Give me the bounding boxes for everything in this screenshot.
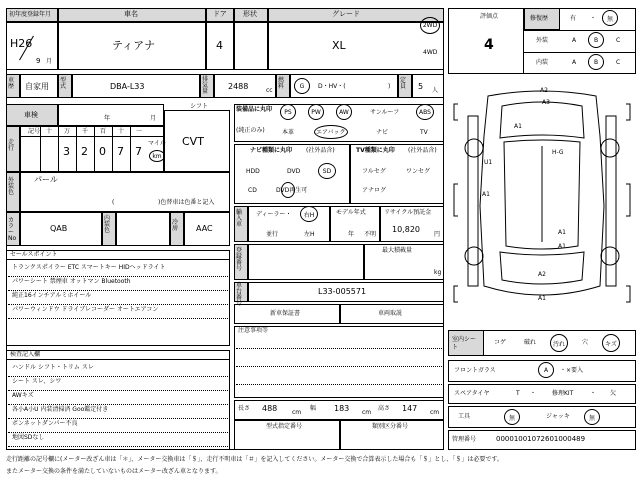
- import-label: 輸入車: [236, 209, 243, 228]
- mgmt-value: 0000100107260100048​9: [496, 435, 586, 443]
- digit-label: 一: [136, 128, 143, 135]
- recycle-unit: 円: [434, 231, 441, 238]
- tv-note: (社外品含): [408, 147, 437, 154]
- diagram-label-3: A1: [514, 123, 522, 130]
- int-grade-a: A: [572, 59, 577, 66]
- recycle-value: 10,820: [392, 225, 420, 234]
- height-label: 高さ: [378, 405, 391, 412]
- digit-label: 千: [82, 128, 89, 135]
- shaken-cell: [58, 104, 164, 126]
- repair-no: 無: [606, 15, 613, 23]
- equip-tv: TV: [420, 129, 428, 136]
- manual-label: 車両取説: [378, 310, 403, 317]
- length-unit: cm: [292, 409, 302, 416]
- tools-value: 無: [508, 414, 515, 422]
- ext-grade-b-circle: [588, 32, 604, 48]
- fuel-rest: D・HV・(: [318, 83, 346, 90]
- diagram-label-8: A2: [538, 271, 546, 278]
- drive-4wd: 4WD: [423, 49, 438, 56]
- ext-grade-c: C: [616, 37, 621, 44]
- navi-sd-label: SD: [322, 167, 332, 175]
- inspect-label: 検査記入欄: [10, 351, 41, 358]
- disp-label: 排気量: [202, 76, 209, 95]
- digit-label: 記号: [28, 128, 41, 135]
- interior-kizu-circle: [602, 334, 620, 352]
- jack-value: 無: [588, 414, 595, 422]
- inspect-rule: [8, 432, 228, 433]
- height-value: 147: [402, 404, 418, 413]
- model-year-unknown: 不明: [364, 231, 377, 238]
- equip-abs: [416, 104, 434, 120]
- digit-label: 十: [46, 128, 53, 135]
- sales-rule: [8, 290, 228, 291]
- diagram-label-4: U1: [484, 159, 493, 166]
- digit-label: 十: [118, 128, 125, 135]
- tools-label: 工具: [458, 413, 471, 420]
- coolant-value: AAC: [196, 224, 213, 233]
- steer-right: 右H: [303, 211, 315, 219]
- grade-label: グレード: [332, 10, 360, 18]
- fuel-label: 燃料: [278, 77, 285, 90]
- reg-year: H26: [10, 37, 33, 50]
- inspect-line-text: ハンドル シフト・トリム スレ: [12, 364, 94, 371]
- sales-line: [6, 259, 230, 260]
- equip-subtitle: (純正のみ): [236, 127, 265, 134]
- dist-cell: [20, 126, 164, 172]
- equip-ps: [280, 104, 296, 120]
- jack-label: ジャッキ: [546, 413, 570, 420]
- score-ext-label: 外装: [536, 37, 549, 44]
- digit-header-line: [20, 136, 164, 137]
- score-int-label: 内装: [536, 59, 549, 66]
- length-label: 長さ: [238, 405, 251, 412]
- car-name: ティアナ: [112, 39, 156, 52]
- diagram-label-10: H-G: [552, 149, 564, 156]
- navi-note: (社外品含): [306, 147, 335, 154]
- typecert-label: 型式指定番号: [266, 423, 303, 430]
- repair-label: 修復歴: [530, 15, 549, 22]
- glass-a: A: [543, 366, 549, 374]
- ext-label: 外装色: [8, 177, 15, 196]
- type-label: 型式: [60, 77, 67, 90]
- diagram-bracket-tr: [626, 104, 630, 120]
- shift-label: シフト: [190, 103, 209, 110]
- inspect-line-text: 各小A小U 内装清掃済 Goo鑑定付き: [12, 406, 109, 413]
- digit-divider: [58, 127, 59, 171]
- drive-2wd: 2WD: [422, 22, 438, 29]
- tools-value-circle: [504, 409, 520, 425]
- spare-label: スペアタイヤ: [454, 390, 490, 397]
- shape-cell: [234, 22, 268, 70]
- repair-dot: ・: [590, 15, 597, 22]
- digit-label: 万: [64, 128, 71, 135]
- shaken-year-unit: 年: [104, 115, 111, 122]
- cap-value: 5: [418, 82, 424, 91]
- shift-value: CVT: [182, 135, 204, 148]
- cap-label: 定員: [400, 77, 407, 90]
- score-label: 評価点: [480, 13, 499, 20]
- grade-cell: [268, 22, 444, 70]
- footer-line-2: またメーター交換の条件を満たしていないものはメーター改ざん車となります。: [6, 468, 222, 475]
- navi-cd: CD: [248, 187, 257, 194]
- tv-analog: アナログ: [362, 187, 387, 194]
- mileage-digit: 0: [99, 145, 106, 158]
- steer-left: 左H: [304, 231, 315, 238]
- reg-label: 初年度登録年月: [9, 11, 52, 18]
- digit-divider: [94, 127, 95, 171]
- sales-label: セールスポイント: [10, 251, 58, 258]
- navi-dvdplay-circle: [281, 182, 295, 198]
- model-year-label: モデル年式: [336, 209, 366, 216]
- jack-value-circle: [584, 409, 600, 425]
- coolant-label: 冷房: [172, 219, 179, 232]
- footer-line-1: 走行距離の記号欄に(メーター改ざん車は「＊」、メーター交換車は「＄」、走行不明車は「＃」を記入してください。メーター交換で合算表示した場合も「＄」とし、「＄」は必要です。: [6, 456, 503, 463]
- glass-label: フロントガラス: [454, 367, 496, 374]
- km-label: km: [152, 152, 162, 160]
- tv-oneseg: ワンセグ: [406, 168, 431, 175]
- regno-cell: [248, 244, 364, 280]
- digit-divider: [40, 127, 41, 171]
- equip-pw-label: PW: [311, 108, 321, 116]
- score-row-line-2: [524, 52, 636, 53]
- recycle-label: リサイクル預託金: [384, 209, 432, 216]
- length-value: 488: [262, 404, 278, 413]
- equip-airbag-circle: [314, 125, 348, 139]
- cap-unit: 人: [432, 87, 439, 94]
- mileage-digit: 7: [117, 145, 124, 158]
- color-note: )色替車は色番と記入: [158, 199, 215, 206]
- equip-aw: [336, 104, 352, 120]
- shaken-label: 車検: [24, 111, 38, 119]
- interior-kizu: キズ: [605, 340, 617, 348]
- colorno-value: QAB: [50, 224, 68, 233]
- import-dealer: ディーラー・: [256, 211, 292, 218]
- glass-a-circle: [538, 362, 554, 378]
- attention-line-2: [236, 366, 442, 367]
- mile-label: マイル: [148, 140, 166, 147]
- navi-hdd: HDD: [246, 168, 260, 175]
- int-cell: [116, 212, 170, 246]
- navi-sd: [318, 163, 336, 179]
- mgmt-label: 管理番号: [452, 436, 477, 443]
- reg-month-unit: 月: [46, 58, 53, 65]
- score-value: 4: [484, 37, 494, 53]
- diagram-bracket-tl: [454, 104, 458, 120]
- repair-no-circle: [602, 10, 618, 26]
- model-year-unit: 年: [348, 231, 355, 238]
- attention-line-3: [236, 384, 442, 385]
- fuel-close: ): [388, 83, 391, 90]
- int-grade-c: C: [616, 59, 621, 66]
- sales-rule: [8, 276, 228, 277]
- diagram-right-side: [606, 116, 616, 286]
- ext-grade-b: B: [593, 36, 599, 44]
- spare-missing: 欠: [610, 390, 617, 397]
- sales-rule: [8, 318, 228, 319]
- inspect-rule: [8, 404, 228, 405]
- equip-pw: [308, 104, 324, 120]
- diagram-label-7: A1: [558, 243, 566, 250]
- spare-t: T: [516, 390, 520, 397]
- mileage-digit: 7: [135, 145, 142, 158]
- sales-line-text: 純正16インチアルミホイール: [12, 292, 92, 299]
- diagram-label-9: A1: [538, 295, 546, 302]
- import-parallel: 並行: [266, 231, 279, 238]
- equip-sunroof: サンルーフ: [370, 109, 400, 116]
- inspect-line: [6, 359, 230, 360]
- interior-yabure: 破れ: [524, 339, 537, 346]
- regno-label: 登録番号: [236, 247, 243, 272]
- equip-title: 装備品に丸印: [236, 106, 273, 113]
- diagram-bracket-ml: [454, 184, 458, 216]
- maxload-unit: kg: [434, 269, 442, 276]
- diagram-bracket-bl: [454, 286, 458, 302]
- maxload-label: 最大積載量: [382, 247, 413, 254]
- diagram-bracket-mr: [626, 184, 630, 216]
- score-row-line-1: [524, 30, 636, 31]
- diagram-bracket-br: [626, 286, 630, 302]
- glass-rest: ・×要入: [560, 367, 584, 374]
- fuel-g: G: [299, 82, 305, 90]
- tv-fullseg: フルセグ: [362, 168, 386, 175]
- equip-aw-label: AW: [339, 108, 349, 116]
- disp-value: 2488: [228, 82, 249, 91]
- ext-grade-a: A: [572, 37, 577, 44]
- chassis-value: L33-005571: [318, 287, 367, 296]
- height-unit: cm: [430, 409, 440, 416]
- doors-label: ドア: [213, 10, 227, 18]
- sales-line-text: トランクスポイラー ETC スマートキー HIDヘッドライト: [12, 264, 166, 271]
- doors-value: 4: [216, 39, 223, 52]
- sales-line-text: パワーウィンドウ ドライブレコーダー オートエアコン: [12, 306, 159, 313]
- width-label: 幅: [310, 405, 317, 412]
- type-value: DBA-L33: [110, 82, 145, 91]
- shaken-month-unit: 月: [150, 115, 157, 122]
- diagram-label-2: A3: [542, 99, 550, 106]
- int-grade-b: B: [593, 58, 599, 66]
- interior-koge: コゲ: [494, 339, 507, 346]
- repair-yes: 有: [570, 15, 577, 22]
- interior-ana: 穴: [582, 339, 589, 346]
- warranty-label: 新車保証書: [270, 310, 301, 317]
- attention-box: [234, 326, 444, 398]
- colorno-label: カラーNo: [8, 217, 17, 242]
- inspect-line-text: ボンネットダンパー不良: [12, 420, 78, 427]
- car-name-label: 車名: [124, 10, 138, 18]
- fuel-g-circle: [294, 78, 310, 94]
- int-label: 内装色: [104, 215, 111, 234]
- attention-label: 注意事項等: [238, 327, 269, 334]
- inspect-rule: [8, 390, 228, 391]
- inspect-line-text: シート スレ、シワ: [12, 378, 62, 385]
- navi-dvdplay: DVD再生可: [276, 187, 308, 194]
- use-label: 車歴: [8, 77, 15, 90]
- diagram-label-6: A1: [558, 229, 566, 236]
- digit-divider: [130, 127, 131, 171]
- grade-value: XL: [332, 39, 346, 52]
- mileage-digit: 2: [81, 145, 88, 158]
- dist-label: 走行: [8, 139, 15, 152]
- interior-label: 室内シート: [452, 336, 477, 351]
- steer-right-circle: [300, 206, 318, 222]
- equip-leather: 本革: [282, 129, 295, 136]
- ext-color: パール: [34, 175, 58, 184]
- digit-divider: [112, 127, 113, 171]
- digit-label: 百: [100, 128, 107, 135]
- shape-label: 形状: [243, 10, 257, 18]
- spare-dot1: ・: [530, 390, 537, 397]
- diagram-label-1: A2: [540, 87, 548, 94]
- inspect-rule: [8, 376, 228, 377]
- equip-abs-label: ABS: [419, 108, 431, 116]
- inspect-rule: [8, 446, 228, 447]
- disp-unit: cc: [266, 87, 273, 94]
- chassis-label: 車台番号: [236, 282, 243, 307]
- attention-line-1: [236, 348, 442, 349]
- color-paren: (: [112, 199, 115, 206]
- int-grade-b-circle: [588, 54, 604, 70]
- mileage-digit: 3: [63, 145, 70, 158]
- navi-dvd: DVD: [287, 168, 301, 175]
- interior-yogore-circle: [550, 334, 568, 352]
- drive-2wd-circle: [420, 17, 440, 34]
- reg-month: 9: [36, 57, 41, 65]
- interior-yogore: 汚れ: [552, 340, 565, 348]
- diagram-hood: [500, 102, 584, 138]
- diagram-trunk: [500, 252, 584, 284]
- spare-kit: 修理KIT: [552, 390, 574, 397]
- tools-row: [448, 406, 636, 428]
- diagram-left-side: [468, 116, 478, 286]
- use-value: 自家用: [25, 82, 49, 91]
- inspect-line-text: AWキズ: [12, 392, 34, 399]
- digit-divider: [76, 127, 77, 171]
- equip-navi: ナビ: [376, 129, 389, 136]
- car-damage-diagram: [448, 76, 636, 326]
- inspect-rule: [8, 418, 228, 419]
- width-value: 183: [334, 404, 350, 413]
- width-unit: cm: [362, 409, 372, 416]
- navi-title: ナビ種類に丸印: [250, 147, 293, 154]
- sales-line-text: パワーシート 禁煙車 オットマン Bluetooth: [12, 278, 131, 285]
- tv-title: TV種類に丸印: [356, 147, 395, 154]
- km-circle: [149, 150, 165, 162]
- sales-rule: [8, 304, 228, 305]
- class-label: 類別区分番号: [372, 423, 409, 430]
- spare-dot2: ・: [590, 390, 597, 397]
- cap-cell: [412, 74, 444, 98]
- inspect-line-text: 地図SDなし: [12, 434, 45, 441]
- equip-ps-label: PS: [284, 108, 292, 116]
- equip-airbag: エアバック: [316, 129, 346, 136]
- diagram-label-5: A1: [482, 191, 490, 198]
